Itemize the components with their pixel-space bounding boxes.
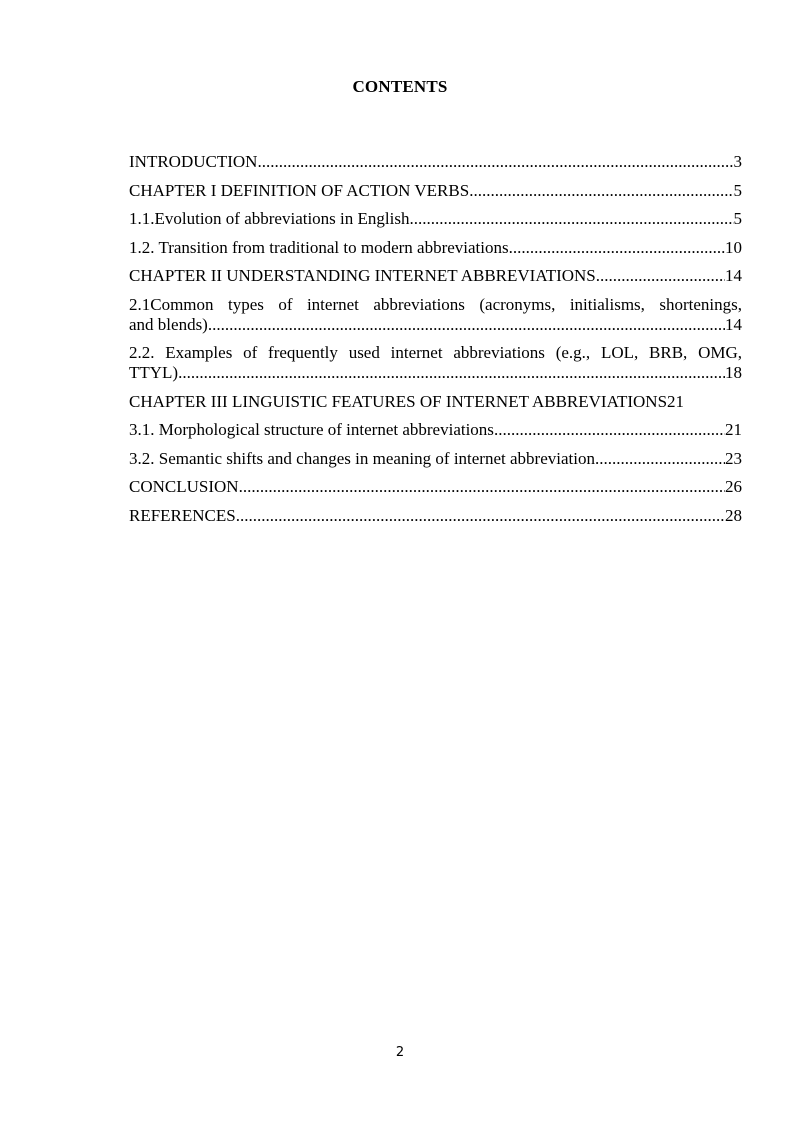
toc-entry-chapter-2	[129, 266, 742, 286]
toc-entry-label: 3.1. Morphological structure of internet abbreviations	[129, 420, 494, 439]
toc-entry-label-line2-row	[129, 363, 742, 383]
toc-entry-1-1	[129, 209, 742, 229]
toc-entry-page: 5	[733, 180, 742, 200]
toc-entry-3-2	[129, 449, 742, 469]
page-title: CONTENTS	[352, 77, 448, 96]
toc-entry-label-line2: and blends)	[129, 314, 208, 334]
toc-entry-page: 10	[725, 237, 742, 257]
toc-entry-label: 1.2. Transition from traditional to modern abbreviations	[129, 237, 509, 257]
toc-entry-conclusion	[129, 477, 742, 497]
toc-entry-label: CONCLUSION	[129, 477, 239, 496]
toc-dot-leader	[236, 506, 725, 526]
toc-entry-2-2	[129, 343, 742, 383]
toc-entry-page: 28	[725, 505, 742, 525]
toc-entry-page: 3	[733, 152, 742, 171]
toc-entry-label: CHAPTER II UNDERSTANDING INTERNET ABBREVIATIONS	[129, 266, 596, 285]
toc-dot-leader	[239, 477, 725, 497]
toc-entry-1-2	[129, 238, 742, 258]
toc-entry-page: 14	[725, 266, 742, 285]
toc-entry-page: 23	[725, 448, 742, 468]
page-number: 2	[395, 1045, 405, 1060]
toc-dot-leader	[469, 181, 733, 201]
toc-entry-label: INTRODUCTION	[129, 152, 258, 171]
toc-entry-label: CHAPTER I DEFINITION OF ACTION VERBS	[129, 180, 470, 200]
toc-entry-introduction	[129, 152, 742, 172]
toc-entry-label-line2: TTYL)	[129, 363, 179, 382]
toc-entry-references	[129, 506, 742, 526]
toc-entry-page: 21	[725, 420, 742, 439]
toc-entry-page: 26	[725, 477, 742, 496]
toc-dot-leader	[257, 152, 733, 172]
toc-entry-label: 3.2. Semantic shifts and changes in meaning of internet abbreviation	[129, 448, 595, 468]
toc-entry-label-line1: 2.2. Examples of frequently used internet abbreviations (e.g., LOL, BRB, OMG,	[129, 343, 742, 362]
toc-entry-chapter-1	[129, 181, 742, 201]
toc-entry-label: REFERENCES	[129, 505, 236, 525]
toc-dot-leader	[596, 266, 725, 286]
toc-entry-page: 5	[733, 209, 742, 228]
toc-dot-leader	[595, 449, 725, 469]
toc-entry-chapter-3	[129, 392, 742, 412]
toc-entry-page: 14	[725, 314, 742, 334]
toc-dot-leader	[208, 315, 725, 335]
toc-dot-leader	[494, 420, 725, 440]
toc-entry-2-1	[129, 295, 742, 335]
toc-entry-label: 1.1.Evolution of abbreviations in English	[129, 209, 410, 228]
table-of-contents	[129, 152, 742, 534]
toc-dot-leader	[509, 238, 725, 258]
toc-entry-3-1	[129, 420, 742, 440]
toc-entry-page: 18	[725, 363, 742, 382]
toc-entry-label-line1: 2.1Common types of internet abbreviations (acronyms, initialisms, shortenings,	[129, 294, 742, 314]
toc-dot-leader	[178, 363, 725, 383]
toc-entry-label-line2-row	[129, 315, 742, 335]
toc-entry-label: CHAPTER III LINGUISTIC FEATURES OF INTERNET ABBREVIATIONS	[129, 391, 668, 411]
toc-entry-page: 21	[667, 391, 685, 411]
toc-dot-leader	[409, 209, 733, 229]
